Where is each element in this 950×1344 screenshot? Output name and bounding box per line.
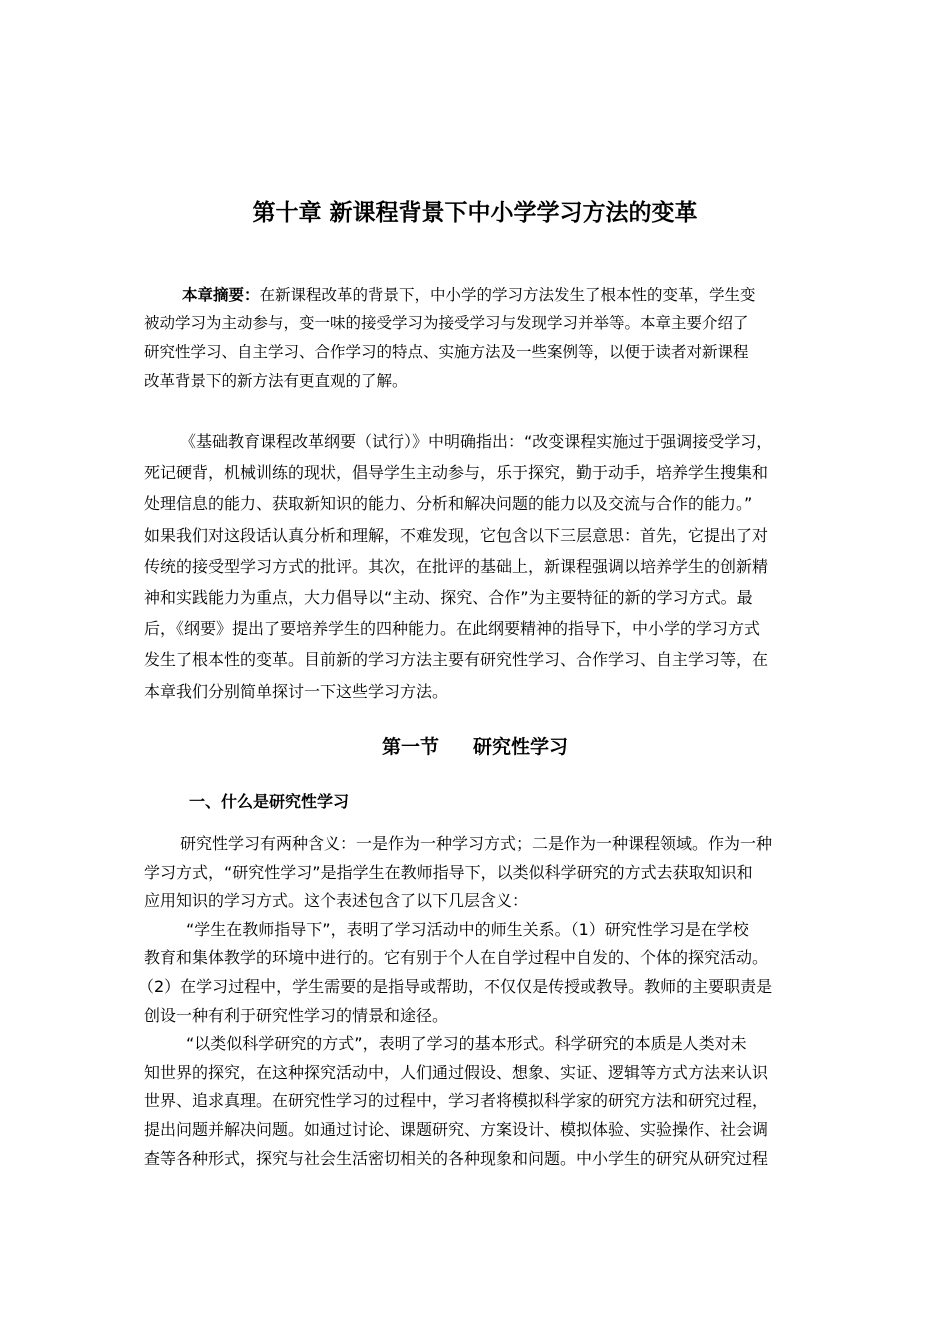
paragraph-line: 如果我们对这段话认真分析和理解，不难发现，它包含以下三层意思：首先，它提出了对 <box>144 525 769 545</box>
paragraph-line: 神和实践能力为重点，大力倡导以“主动、探究、合作”为主要特征的新的学习方式。最 <box>144 587 753 607</box>
abstract-line <box>144 280 814 309</box>
subsection-title: 一、什么是研究性学习 <box>189 792 350 811</box>
paragraph-line: 查等各种形式，探究与社会生活密切相关的各种现象和问题。中小学生的研究从研究过程 <box>144 1148 769 1168</box>
chapter-title: 第十章 新课程背景下中小学学习方法的变革 <box>252 200 698 226</box>
paragraph-line: 《基础教育课程改革纲要（试行）》中明确指出：“改变课程实施过于强调接受学习， <box>180 432 773 451</box>
paragraph-line: 提出问题并解决问题。如通过讨论、课题研究、方案设计、模拟体验、实验操作、社会调 <box>144 1119 769 1139</box>
paragraph-line: 创设一种有利于研究性学习的情景和途径。 <box>144 1005 449 1025</box>
paragraph-line: 发生了根本性的变革。目前新的学习方法主要有研究性学习、合作学习、自主学习等，在 <box>144 650 769 670</box>
research-paragraphs <box>138 830 824 1173</box>
paragraph-line: 世界、追求真理。在研究性学习的过程中，学习者将模拟科学家的研究方法和研究过程， <box>144 1091 769 1111</box>
section-name: 研究性学习 <box>473 736 569 758</box>
paragraph-line: “学生在教师指导下”，表明了学习活动中的师生关系。（1）研究性学习是在学校 <box>186 919 749 939</box>
paragraph-line: 后，《纲要》提出了要培养学生的四种能力。在此纲要精神的指导下，中小学的学习方式 <box>144 619 761 639</box>
paragraph-line: 处理信息的能力、获取新知识的能力、分析和解决问题的能力以及交流与合作的能力。” <box>144 494 753 514</box>
paragraph-line: 传统的接受型学习方式的批评。其次，在批评的基础上，新课程强调以培养学生的创新精 <box>144 556 769 576</box>
abstract-text: 在新课程改革的背景下，中小学的学习方法发生了根本性的变革，学生变 <box>259 286 756 304</box>
paragraph-line: 应用知识的学习方式。这个表述包含了以下几层含义： <box>144 891 529 911</box>
abstract-line: 研究性学习、自主学习、合作学习的特点、实施方法及一些案例等，以便于读者对新课程 <box>144 343 749 361</box>
abstract-line: 改革背景下的新方法有更直观的了解。 <box>144 372 408 390</box>
abstract-label: 本章摘要： <box>182 285 260 304</box>
intro-paragraph <box>144 426 824 707</box>
section-number: 第一节 <box>381 736 439 758</box>
paragraph-line: 研究性学习有两种含义：一是作为一种学习方式；二是作为一种课程领域。作为一种 <box>180 834 773 853</box>
paragraph-line: 教育和集体教学的环境中进行的。它有别于个人在自学过程中自发的、个体的探究活动。 <box>144 948 769 968</box>
paragraph-line: 死记硬背，机械训练的现状，倡导学生主动参与，乐于探究，勤于动手，培养学生搜集和 <box>144 463 769 483</box>
paragraph-line: （2）在学习过程中，学生需要的是指导或帮助，不仅仅是传授或教导。教师的主要职责是 <box>138 976 773 996</box>
paragraph-line: 学习方式，“研究性学习”是指学生在教师指导下，以类似科学研究的方式去获取知识和 <box>144 862 753 882</box>
abstract-line: 被动学习为主动参与，变一味的接受学习为接受学习与发现学习并举等。本章主要介绍了 <box>144 314 749 332</box>
paragraph-line: 本章我们分别简单探讨一下这些学习方法。 <box>144 681 449 701</box>
paragraph-line: “以类似科学研究的方式”，表明了学习的基本形式。科学研究的本质是人类对未 <box>186 1034 747 1054</box>
chapter-abstract <box>144 280 814 396</box>
section-title <box>0 732 950 762</box>
paragraph-line: 知世界的探究，在这种探究活动中，人们通过假设、想象、实证、逻辑等方式方法来认识 <box>144 1062 769 1082</box>
